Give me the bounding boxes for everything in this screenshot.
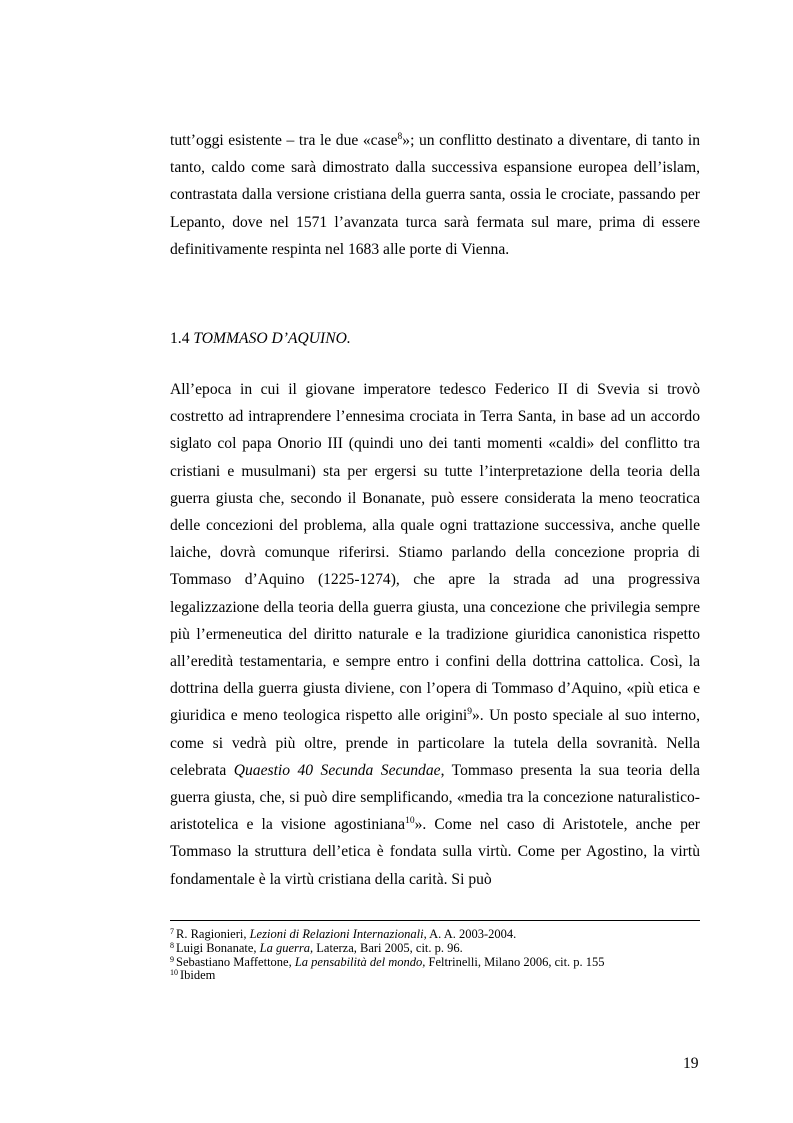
quaestio-title: Quaestio 40 Secunda Secundae (233, 761, 441, 779)
footnote-text: Sebastiano Maffettone, (176, 954, 295, 969)
paragraph-2-text-b: ». Un posto speciale al suo interno, come si vedrà più oltre, prende in particolare la tutela della sovranità. Nella celebrata (170, 707, 700, 779)
footnote-ref-10[interactable]: 10 (405, 816, 415, 827)
footnote-10 (170, 969, 700, 983)
body-paragraph-2 (170, 376, 700, 893)
footnote-text: , A. A. 2003-2004. (423, 927, 517, 941)
footnote-8 (170, 942, 700, 956)
section-number: 1.4 (170, 330, 190, 347)
footnote-title: La pensabilità del mondo, (294, 954, 426, 969)
footnote-number: 7 (170, 927, 174, 936)
footnote-number: 10 (170, 968, 178, 978)
footnote-divider (170, 920, 700, 921)
footnote-ref-9[interactable]: 9 (467, 707, 472, 718)
footnote-9 (170, 956, 700, 970)
footnote-title: Lezioni di Relazioni Internazionali (249, 927, 424, 941)
footnote-text: Feltrinelli, Milano 2006, cit. p. 155 (425, 954, 605, 969)
footnote-title: La guerra, (259, 940, 314, 955)
footnote-number: 9 (170, 954, 174, 964)
paragraph-2-text-c: , Tommaso presenta la sua teoria della guerra giusta, che, si può dire semplificando, «media tra la concezione naturalistico-aristotelica e la visione agostiniana (170, 761, 700, 834)
paragraph-2-text-a: All’epoca in cui il giovane imperatore tedesco Federico II di Svevia si trovò costretto ad intraprendere l’ennesima crociata in Terra Santa, in base ad un accordo siglato col papa Onorio III (quindi uno dei tanti momenti «caldi» del conflitto tra cristiani e musulmani) sta per ergersi su tutte l’interpretazione della teoria della guerra giusta che, secondo il Bonanate, può essere considerata la meno teocratica delle concezioni del problema, alla quale ogni trattazione successiva, anche quelle laiche, dovrà comunque riferirsi. Stiamo parlando della concezione propria di Tommaso d’Aquino (1225-1274), che apre la strada ad una progressiva legalizzazione della teoria della guerra giusta, una concezione che privilegia sempre più l’ermeneutica del diritto naturale e la tradizione giuridica canonistica rispetto all’eredità testamentaria, e sempre entro i confini della dottrina cattolica. Così, la dottrina della guerra giusta diviene, con l’opera di Tommaso d’Aquino, «più etica e giuridica e meno teologica rispetto alle origini (170, 381, 700, 725)
footnote-text: Ibidem (180, 968, 216, 983)
footnote-7 (170, 928, 700, 942)
section-title: TOMMASO D’AQUINO. (193, 330, 351, 347)
footnote-text: Luigi Bonanate, (176, 940, 260, 955)
paragraph-1-text-a: tutt’oggi esistente – tra le due «case (170, 132, 398, 149)
footnotes (170, 928, 700, 983)
section-heading (170, 325, 351, 352)
footnote-text: R. Ragionieri, (176, 927, 250, 941)
paragraph-1-text-b: »; un conflitto destinato a diventare, di tanto in tanto, caldo come sarà dimostrato dalla successiva espansione europea dell’islam, contrastata dalla versione cristiana della guerra santa, ossia le crociate, passando per Lepanto, dove nel 1571 l’avanzata turca sarà fermata sul mare, prima di essere definitivamente respinta nel 1683 alle porte di Vienna. (170, 132, 700, 258)
footnote-text: Laterza, Bari 2005, cit. p. 96. (313, 940, 463, 955)
page-number: 19 (683, 1055, 699, 1072)
footnote-ref-8[interactable]: 8 (397, 132, 403, 142)
body-paragraph-1 (170, 127, 700, 263)
paragraph-2-text-d: ». Come nel caso di Aristotele, anche per Tommaso la struttura dell’etica è fondata sulla virtù. Come per Agostino, la virtù fondamentale è la virtù cristiana della carità. Si può (170, 816, 700, 888)
footnote-number: 8 (170, 940, 174, 950)
